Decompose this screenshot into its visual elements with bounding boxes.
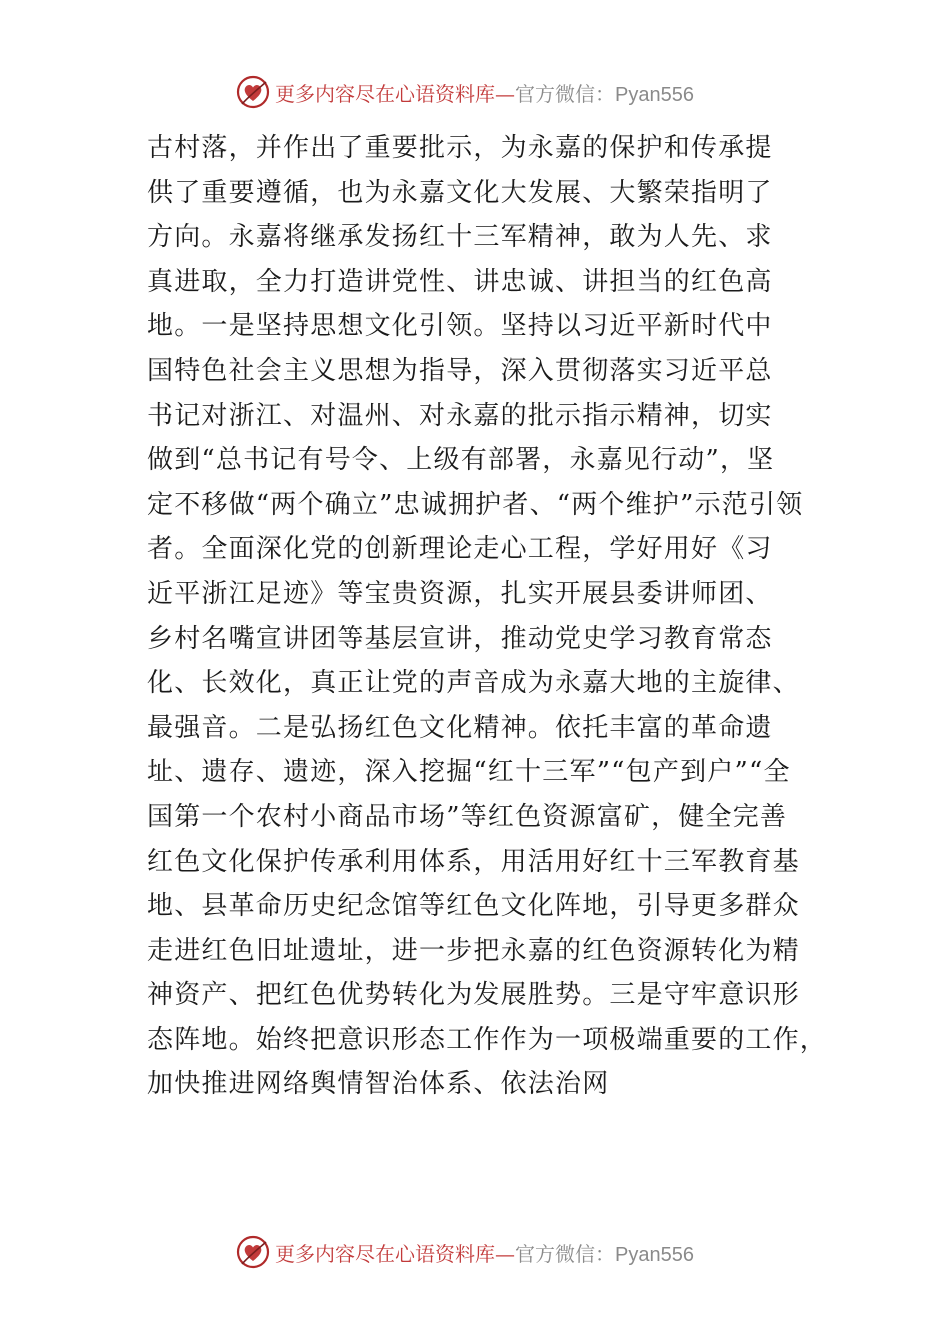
body-line: 国第一个农村小商品市场”等红色资源富矿，健全完善 <box>147 801 788 832</box>
body-line: 定不移做“两个确立”忠诚拥护者、“两个维护”示范引领 <box>147 489 804 520</box>
body-line: 者。全面深化党的创新理论走心工程，学好用好《习 <box>147 534 773 565</box>
body-line: 地。一是坚持思想文化引领。坚持以习近平新时代中 <box>147 311 773 342</box>
body-line: 古村落，并作出了重要批示，为永嘉的保护和传承提 <box>147 133 773 163</box>
body-line: 加快推进网络舆情智治体系、依法治网 <box>147 1069 610 1100</box>
document-body <box>147 126 837 1107</box>
body-line: 乡村名嘴宣讲团等基层宣讲，推动党史学习教育常态 <box>147 623 773 654</box>
body-line: 供了重要遵循，也为永嘉文化大发展、大繁荣指明了 <box>147 177 773 208</box>
body-line: 最强音。二是弘扬红色文化精神。依托丰富的革命遗 <box>147 712 773 743</box>
banner-main-text: 更多内容尽在心语资料库— <box>275 81 515 106</box>
header-banner <box>235 72 694 112</box>
body-line: 国特色社会主义思想为指导，深入贯彻落实习近平总 <box>147 355 773 386</box>
body-line: 址、遗存、遗迹，深入挖掘“红十三军”“包产到户”“全 <box>147 757 791 788</box>
banner-wechat-label: 官方微信： <box>515 1241 615 1266</box>
heart-logo-icon <box>235 74 271 110</box>
body-line: 神资产、把红色优势转化为发展胜势。三是守牢意识形 <box>147 980 800 1011</box>
body-line: 化、长效化，真正让党的声音成为永嘉大地的主旋律、 <box>147 668 800 699</box>
body-line: 地、县革命历史纪念馆等红色文化阵地，引导更多群众 <box>147 891 800 922</box>
body-line: 书记对浙江、对温州、对永嘉的批示指示精神，切实 <box>147 400 773 431</box>
body-line: 红色文化保护传承利用体系，用活用好红十三军教育基 <box>147 846 800 877</box>
heart-logo-icon <box>235 1234 271 1270</box>
body-line: 方向。永嘉将继承发扬红十三军精神，敢为人先、求 <box>147 222 773 253</box>
body-line: 做到“总书记有号令、上级有部署，永嘉见行动”，坚 <box>147 445 775 476</box>
banner-wechat-id: Pyan556 <box>615 83 694 106</box>
banner-main-text: 更多内容尽在心语资料库— <box>275 1241 515 1266</box>
banner-wechat-id: Pyan556 <box>615 1243 694 1266</box>
body-line: 走进红色旧址遗址，进一步把永嘉的红色资源转化为精 <box>147 935 800 966</box>
banner-wechat-label: 官方微信： <box>515 81 615 106</box>
footer-banner <box>235 1232 694 1272</box>
body-line: 真进取，全力打造讲党性、讲忠诚、讲担当的红色高 <box>147 266 773 297</box>
body-line: 近平浙江足迹》等宝贵资源，扎实开展县委讲师团、 <box>147 578 773 609</box>
body-line: 态阵地。始终把意识形态工作作为一项极端重要的工作， <box>147 1024 828 1055</box>
